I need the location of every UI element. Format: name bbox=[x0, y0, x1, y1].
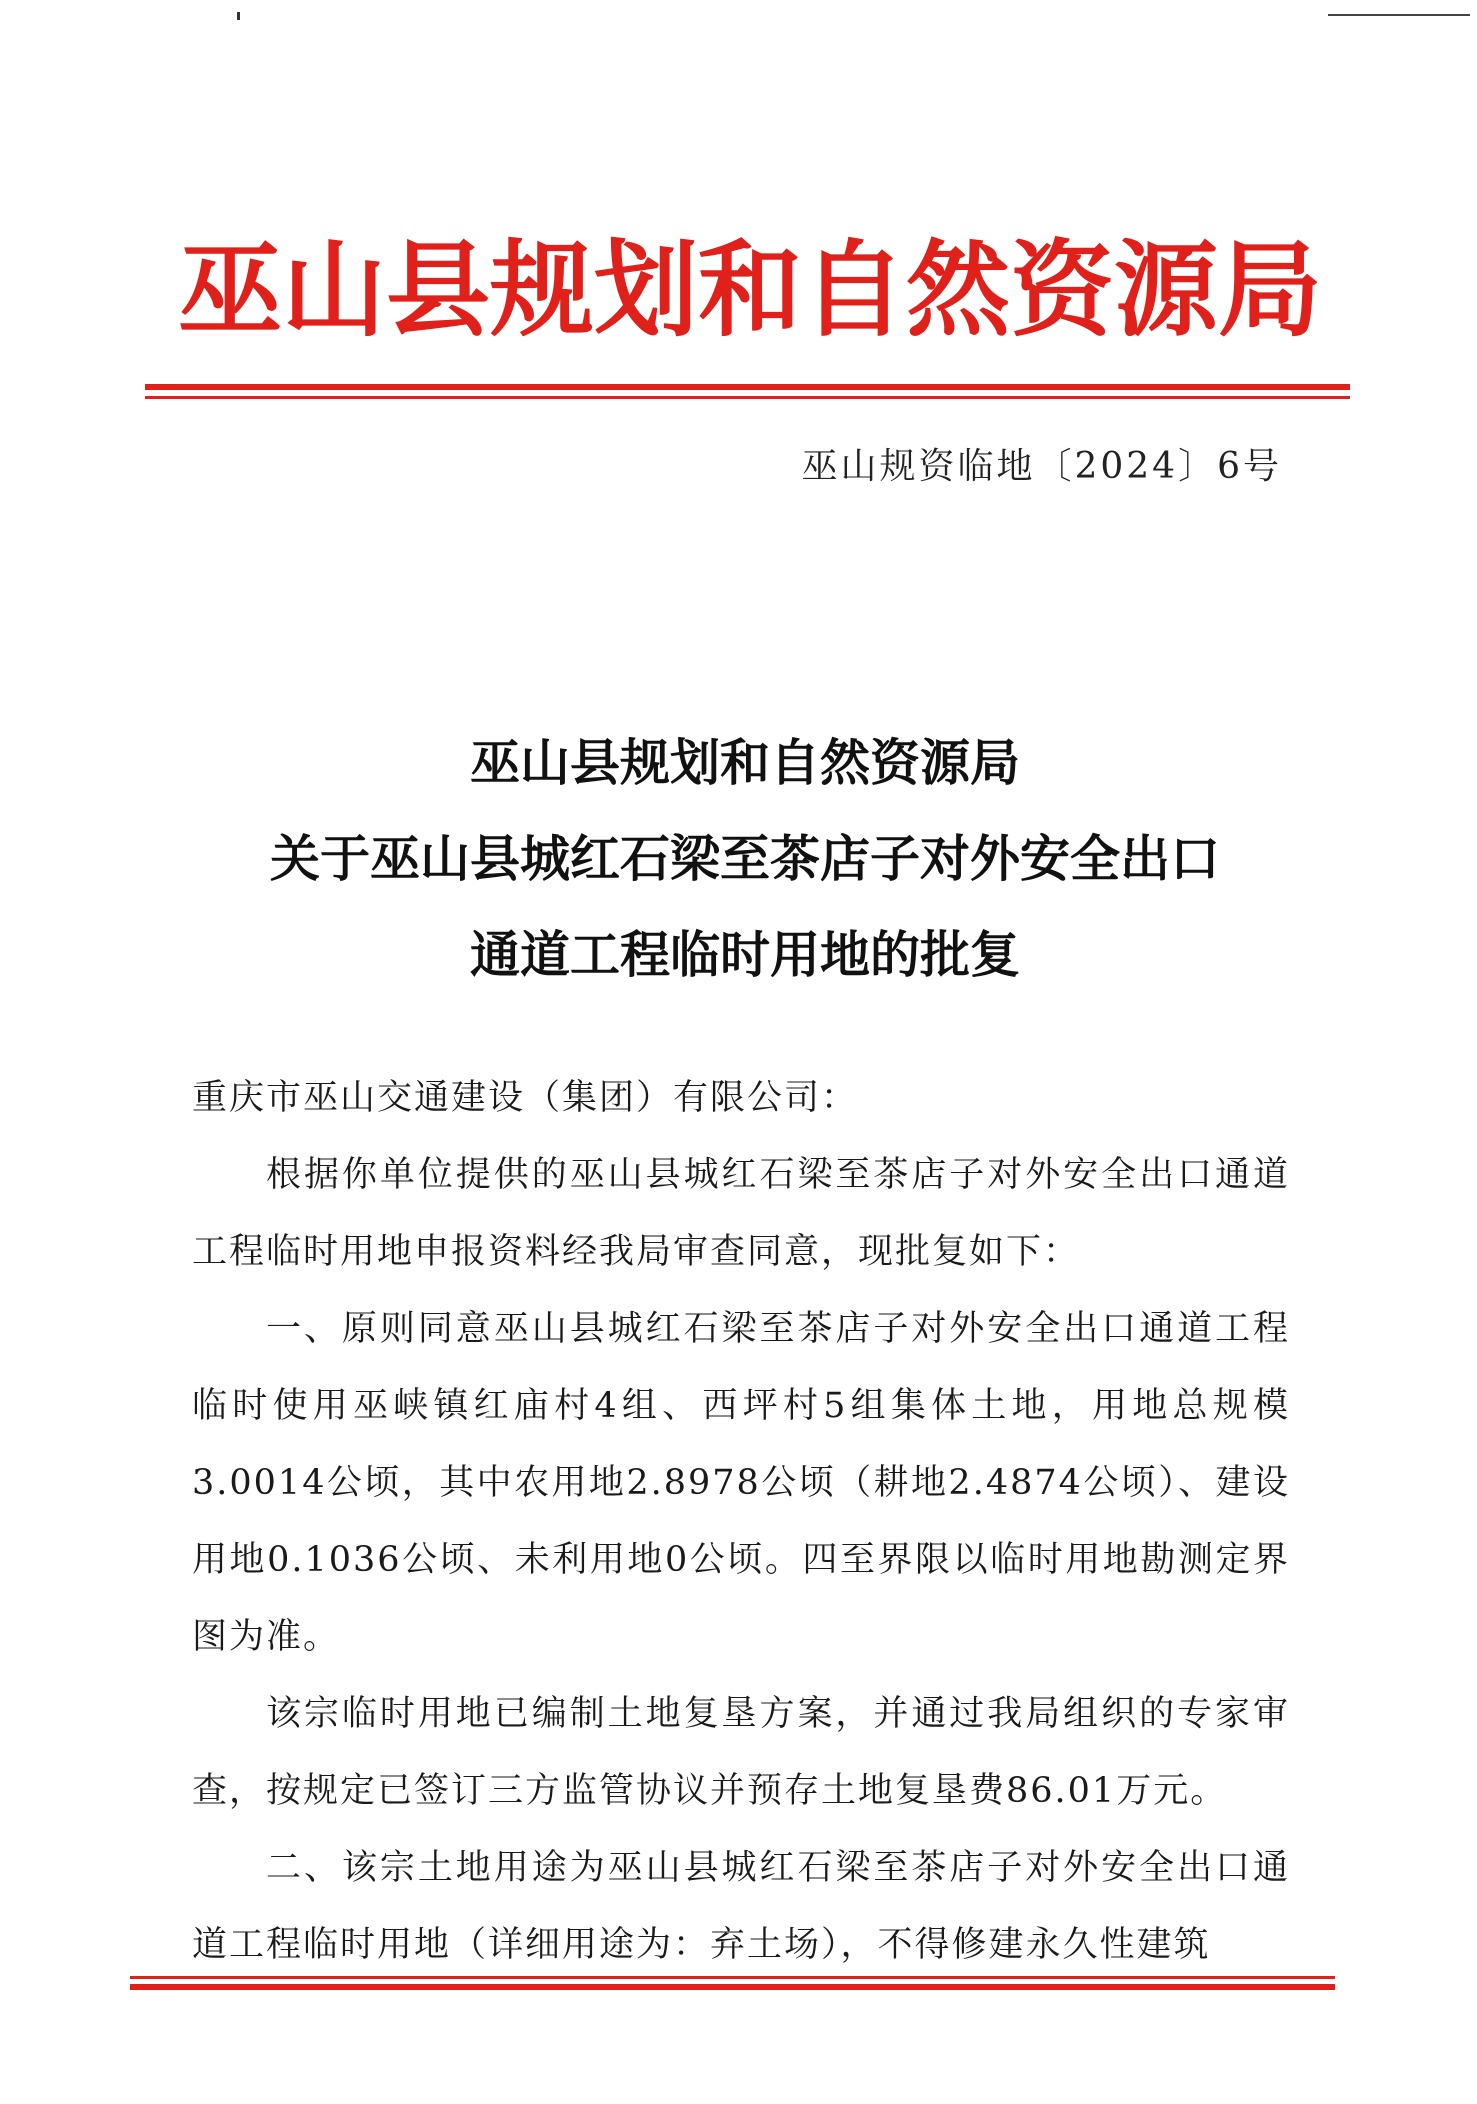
title-line-1: 巫山县规划和自然资源局 bbox=[470, 733, 1020, 792]
header-red-rule-thick bbox=[145, 384, 1350, 390]
agency-letterhead: 巫山县规划和自然资源局 bbox=[177, 228, 1322, 351]
header-red-rule-thin bbox=[145, 396, 1350, 399]
title-line-2: 关于巫山县城红石梁至茶店子对外安全出口 bbox=[270, 829, 1220, 888]
document-body bbox=[192, 1060, 1290, 1984]
footer-red-rule-thick bbox=[130, 1984, 1335, 1990]
title-line-3: 通道工程临时用地的批复 bbox=[470, 925, 1020, 984]
paragraph-reclamation: 该宗临时用地已编制土地复垦方案，并通过我局组织的专家审查，按规定已签订三方监管协议并预存土地复垦费86.01万元。 bbox=[192, 1694, 1290, 1811]
scan-artifact-line bbox=[1328, 14, 1470, 16]
paragraph-intro: 根据你单位提供的巫山县城红石梁至茶店子对外安全出口通道工程临时用地申报资料经我局审查同意，现批复如下： bbox=[192, 1155, 1290, 1272]
paragraph-item-2: 二、该宗土地用途为巫山县城红石梁至茶店子对外安全出口通道工程临时用地（详细用途为：弃土场），不得修建永久性建筑 bbox=[192, 1848, 1290, 1965]
document-title bbox=[140, 715, 1350, 1003]
document-number: 巫山规资临地〔2024〕6号 bbox=[801, 446, 1282, 487]
paragraph-item-1: 一、原则同意巫山县城红石梁至茶店子对外安全出口通道工程临时使用巫峡镇红庙村4组、西坪村5组集体土地，用地总规模3.0014公顷，其中农用地2.8978公顷（耕地2.4874公顷）、建设用地0.1036公顷、未利用地0公顷。四至界限以临时用地勘测定界图为准。 bbox=[192, 1309, 1290, 1657]
footer-red-rule-thin bbox=[130, 1976, 1335, 1979]
recipient-line: 重庆市巫山交通建设（集团）有限公司： bbox=[192, 1078, 859, 1118]
scan-artifact-mark bbox=[237, 12, 240, 20]
